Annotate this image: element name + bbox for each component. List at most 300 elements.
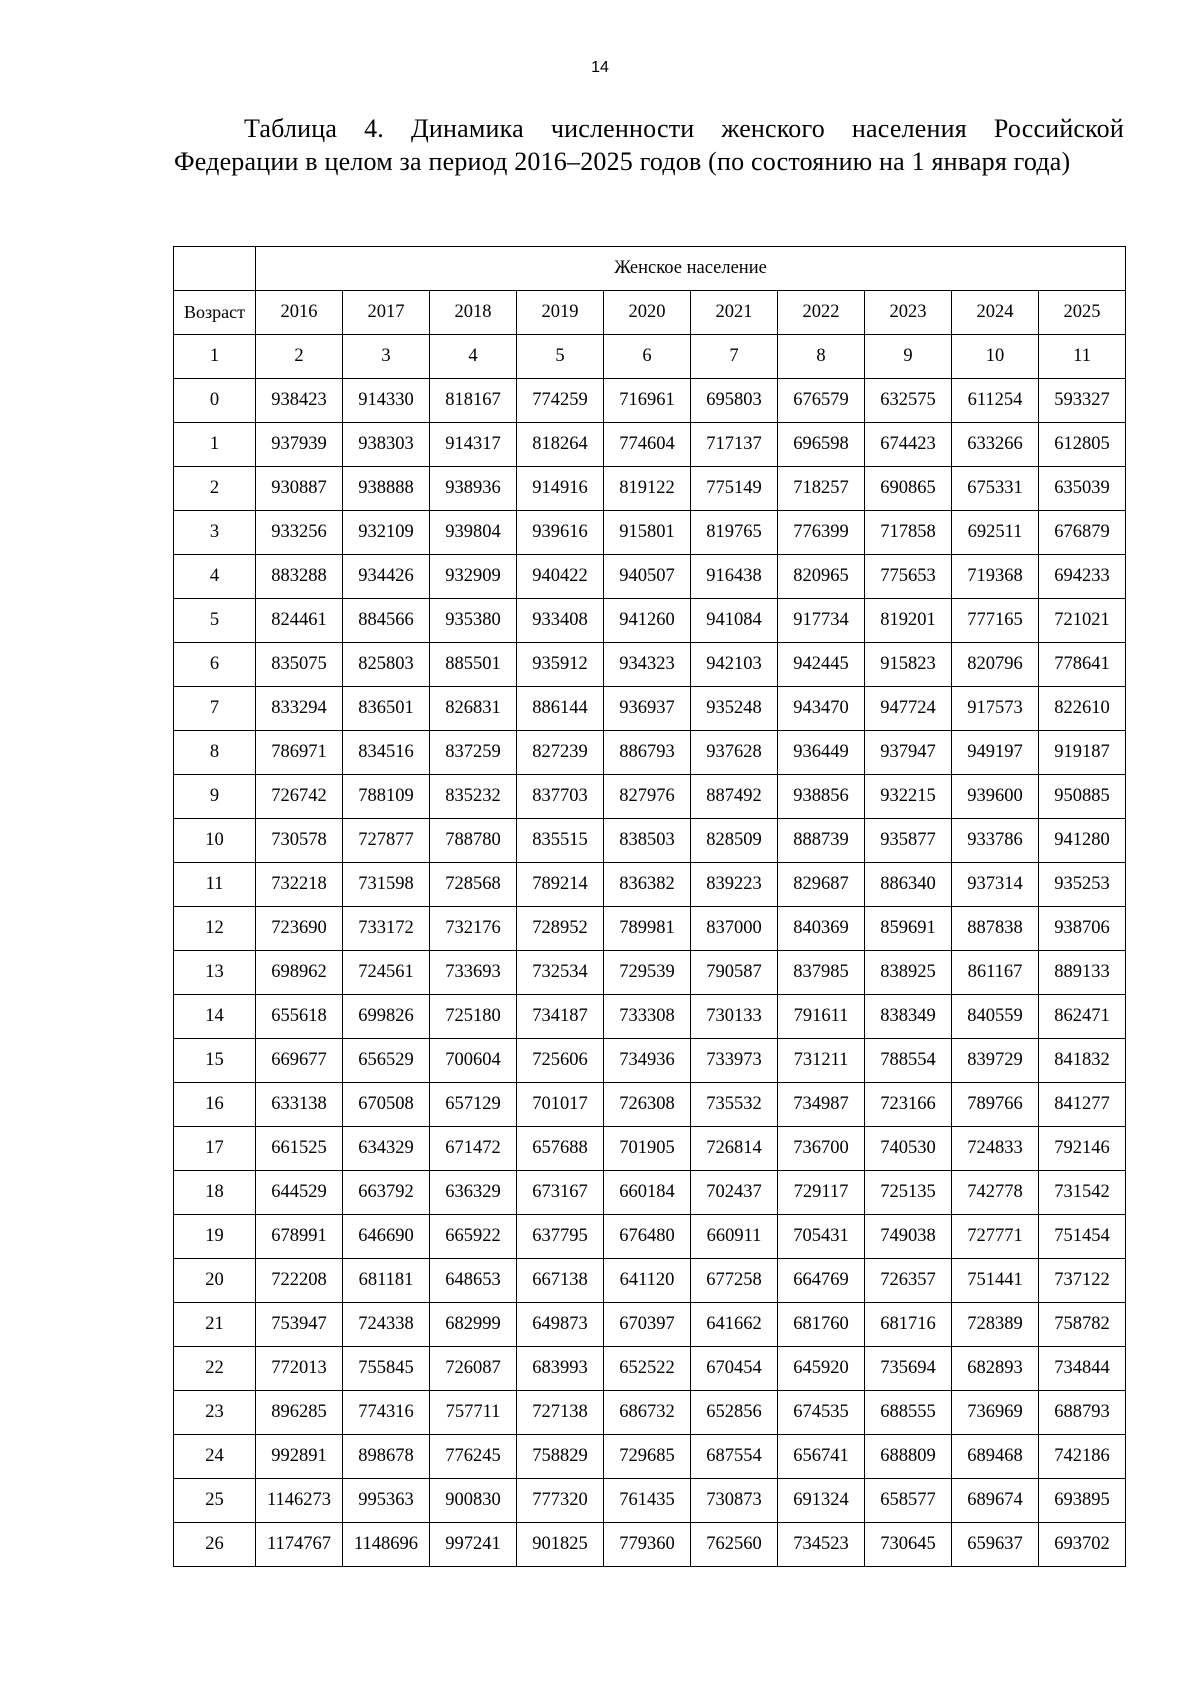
value-cell: 693702: [1039, 1523, 1126, 1567]
table-row: [174, 1259, 1126, 1303]
table-row: [174, 511, 1126, 555]
value-cell: 674535: [778, 1391, 865, 1435]
value-cell: 726357: [865, 1259, 952, 1303]
value-cell: 827239: [517, 731, 604, 775]
year-header: 2018: [430, 291, 517, 335]
value-cell: 933256: [256, 511, 343, 555]
value-cell: 731211: [778, 1039, 865, 1083]
value-cell: 937628: [691, 731, 778, 775]
value-cell: 820796: [952, 643, 1039, 687]
value-cell: 735532: [691, 1083, 778, 1127]
age-cell: 10: [174, 819, 256, 863]
value-cell: 838349: [865, 995, 952, 1039]
value-cell: 788780: [430, 819, 517, 863]
value-cell: 646690: [343, 1215, 430, 1259]
value-cell: 716961: [604, 379, 691, 423]
value-cell: 789766: [952, 1083, 1039, 1127]
value-cell: 753947: [256, 1303, 343, 1347]
value-cell: 775149: [691, 467, 778, 511]
value-cell: 861167: [952, 951, 1039, 995]
value-cell: 641120: [604, 1259, 691, 1303]
age-cell: 1: [174, 423, 256, 467]
value-cell: 933408: [517, 599, 604, 643]
value-cell: 933786: [952, 819, 1039, 863]
value-cell: 819201: [865, 599, 952, 643]
value-cell: 726742: [256, 775, 343, 819]
value-cell: 941260: [604, 599, 691, 643]
table-row: [174, 467, 1126, 511]
value-cell: 742778: [952, 1171, 1039, 1215]
value-cell: 940422: [517, 555, 604, 599]
value-cell: 936937: [604, 687, 691, 731]
age-cell: 7: [174, 687, 256, 731]
value-cell: 726087: [430, 1347, 517, 1391]
value-cell: 914330: [343, 379, 430, 423]
age-cell: 4: [174, 555, 256, 599]
value-cell: 688809: [865, 1435, 952, 1479]
value-cell: 701017: [517, 1083, 604, 1127]
value-cell: 657688: [517, 1127, 604, 1171]
value-cell: 721021: [1039, 599, 1126, 643]
value-cell: 777320: [517, 1479, 604, 1523]
value-cell: 656741: [778, 1435, 865, 1479]
value-cell: 900830: [430, 1479, 517, 1523]
value-cell: 777165: [952, 599, 1039, 643]
value-cell: 839729: [952, 1039, 1039, 1083]
value-cell: 883288: [256, 555, 343, 599]
table-row: [174, 907, 1126, 951]
value-cell: 950885: [1039, 775, 1126, 819]
value-cell: 779360: [604, 1523, 691, 1567]
value-cell: 886340: [865, 863, 952, 907]
value-cell: 774259: [517, 379, 604, 423]
value-cell: 790587: [691, 951, 778, 995]
value-cell: 896285: [256, 1391, 343, 1435]
value-cell: 837259: [430, 731, 517, 775]
value-cell: 732534: [517, 951, 604, 995]
value-cell: 943470: [778, 687, 865, 731]
age-cell: 12: [174, 907, 256, 951]
value-cell: 939600: [952, 775, 1039, 819]
value-cell: 819765: [691, 511, 778, 555]
value-cell: 997241: [430, 1523, 517, 1567]
table-row: [174, 951, 1126, 995]
value-cell: 730873: [691, 1479, 778, 1523]
year-header: 2017: [343, 291, 430, 335]
value-cell: 656529: [343, 1039, 430, 1083]
table-row: [174, 995, 1126, 1039]
value-cell: 729539: [604, 951, 691, 995]
value-cell: 740530: [865, 1127, 952, 1171]
age-cell: 13: [174, 951, 256, 995]
value-cell: 723690: [256, 907, 343, 951]
age-cell: 23: [174, 1391, 256, 1435]
table-row: [174, 379, 1126, 423]
value-cell: 728568: [430, 863, 517, 907]
value-cell: 761435: [604, 1479, 691, 1523]
table-row: [174, 1479, 1126, 1523]
value-cell: 837985: [778, 951, 865, 995]
value-cell: 934323: [604, 643, 691, 687]
value-cell: 837000: [691, 907, 778, 951]
age-cell: 15: [174, 1039, 256, 1083]
value-cell: 698962: [256, 951, 343, 995]
value-cell: 886793: [604, 731, 691, 775]
value-cell: 914317: [430, 423, 517, 467]
value-cell: 834516: [343, 731, 430, 775]
value-cell: 682999: [430, 1303, 517, 1347]
value-cell: 688555: [865, 1391, 952, 1435]
column-number-cell: 3: [343, 335, 430, 379]
age-cell: 6: [174, 643, 256, 687]
value-cell: 762560: [691, 1523, 778, 1567]
value-cell: 731598: [343, 863, 430, 907]
year-header: 2025: [1039, 291, 1126, 335]
value-cell: 938423: [256, 379, 343, 423]
value-cell: 670508: [343, 1083, 430, 1127]
value-cell: 657129: [430, 1083, 517, 1127]
value-cell: 705431: [778, 1215, 865, 1259]
value-cell: 674423: [865, 423, 952, 467]
value-cell: 776245: [430, 1435, 517, 1479]
value-cell: 755845: [343, 1347, 430, 1391]
value-cell: 937314: [952, 863, 1039, 907]
value-cell: 593327: [1039, 379, 1126, 423]
value-cell: 635039: [1039, 467, 1126, 511]
value-cell: 700604: [430, 1039, 517, 1083]
value-cell: 682893: [952, 1347, 1039, 1391]
value-cell: 841832: [1039, 1039, 1126, 1083]
value-cell: 835232: [430, 775, 517, 819]
value-cell: 789981: [604, 907, 691, 951]
page-number: 14: [591, 59, 609, 76]
value-cell: 941084: [691, 599, 778, 643]
value-cell: 935253: [1039, 863, 1126, 907]
table-row: [174, 863, 1126, 907]
age-cell: 22: [174, 1347, 256, 1391]
value-cell: 859691: [865, 907, 952, 951]
table-row: [174, 1523, 1126, 1567]
value-cell: 695803: [691, 379, 778, 423]
age-cell: 11: [174, 863, 256, 907]
value-cell: 938706: [1039, 907, 1126, 951]
value-cell: 645920: [778, 1347, 865, 1391]
value-cell: 727877: [343, 819, 430, 863]
value-cell: 736700: [778, 1127, 865, 1171]
age-cell: 3: [174, 511, 256, 555]
value-cell: 660184: [604, 1171, 691, 1215]
table-row: [174, 423, 1126, 467]
value-cell: 935912: [517, 643, 604, 687]
female-population-table: [173, 246, 1126, 1567]
age-cell: 16: [174, 1083, 256, 1127]
value-cell: 930887: [256, 467, 343, 511]
value-cell: 829687: [778, 863, 865, 907]
value-cell: 636329: [430, 1171, 517, 1215]
age-cell: 25: [174, 1479, 256, 1523]
value-cell: 688793: [1039, 1391, 1126, 1435]
value-cell: 837703: [517, 775, 604, 819]
value-cell: 660911: [691, 1215, 778, 1259]
column-number-cell: 6: [604, 335, 691, 379]
column-number-cell: 5: [517, 335, 604, 379]
value-cell: 936449: [778, 731, 865, 775]
value-cell: 786971: [256, 731, 343, 775]
value-cell: 690865: [865, 467, 952, 511]
value-cell: 734523: [778, 1523, 865, 1567]
value-cell: 673167: [517, 1171, 604, 1215]
value-cell: 932215: [865, 775, 952, 819]
value-cell: 932909: [430, 555, 517, 599]
age-cell: 9: [174, 775, 256, 819]
value-cell: 949197: [952, 731, 1039, 775]
value-cell: 833294: [256, 687, 343, 731]
value-cell: 648653: [430, 1259, 517, 1303]
value-cell: 884566: [343, 599, 430, 643]
value-cell: 694233: [1039, 555, 1126, 599]
year-header: 2021: [691, 291, 778, 335]
value-cell: 661525: [256, 1127, 343, 1171]
year-header: 2022: [778, 291, 865, 335]
value-cell: 839223: [691, 863, 778, 907]
group-header-row: [174, 247, 1126, 291]
value-cell: 719368: [952, 555, 1039, 599]
value-cell: 735694: [865, 1347, 952, 1391]
value-cell: 775653: [865, 555, 952, 599]
value-cell: 633266: [952, 423, 1039, 467]
value-cell: 733308: [604, 995, 691, 1039]
table-row: [174, 1215, 1126, 1259]
value-cell: 992891: [256, 1435, 343, 1479]
value-cell: 947724: [865, 687, 952, 731]
value-cell: 665922: [430, 1215, 517, 1259]
value-cell: 681716: [865, 1303, 952, 1347]
value-cell: 917573: [952, 687, 1039, 731]
column-number-cell: 11: [1039, 335, 1126, 379]
value-cell: 840559: [952, 995, 1039, 1039]
value-cell: 667138: [517, 1259, 604, 1303]
value-cell: 727771: [952, 1215, 1039, 1259]
value-cell: 901825: [517, 1523, 604, 1567]
value-cell: 729685: [604, 1435, 691, 1479]
value-cell: 669677: [256, 1039, 343, 1083]
value-cell: 689468: [952, 1435, 1039, 1479]
age-cell: 24: [174, 1435, 256, 1479]
table-row: [174, 687, 1126, 731]
value-cell: 934426: [343, 555, 430, 599]
value-cell: 841277: [1039, 1083, 1126, 1127]
age-cell: 26: [174, 1523, 256, 1567]
value-cell: 758829: [517, 1435, 604, 1479]
value-cell: 916438: [691, 555, 778, 599]
value-cell: 726308: [604, 1083, 691, 1127]
table-row: [174, 731, 1126, 775]
value-cell: 885501: [430, 643, 517, 687]
value-cell: 730578: [256, 819, 343, 863]
value-cell: 887492: [691, 775, 778, 819]
value-cell: 611254: [952, 379, 1039, 423]
value-cell: 670454: [691, 1347, 778, 1391]
value-cell: 734844: [1039, 1347, 1126, 1391]
value-cell: 935248: [691, 687, 778, 731]
age-cell: 8: [174, 731, 256, 775]
value-cell: 692511: [952, 511, 1039, 555]
value-cell: 702437: [691, 1171, 778, 1215]
value-cell: 938303: [343, 423, 430, 467]
value-cell: 772013: [256, 1347, 343, 1391]
value-cell: 942445: [778, 643, 865, 687]
column-number-cell: 2: [256, 335, 343, 379]
value-cell: 641662: [691, 1303, 778, 1347]
value-cell: 818167: [430, 379, 517, 423]
value-cell: 751441: [952, 1259, 1039, 1303]
value-cell: 681181: [343, 1259, 430, 1303]
value-cell: 792146: [1039, 1127, 1126, 1171]
value-cell: 836501: [343, 687, 430, 731]
value-cell: 634329: [343, 1127, 430, 1171]
value-cell: 687554: [691, 1435, 778, 1479]
value-cell: 889133: [1039, 951, 1126, 995]
value-cell: 725180: [430, 995, 517, 1039]
value-cell: 827976: [604, 775, 691, 819]
value-cell: 732218: [256, 863, 343, 907]
value-cell: 737122: [1039, 1259, 1126, 1303]
value-cell: 730133: [691, 995, 778, 1039]
value-cell: 937939: [256, 423, 343, 467]
value-cell: 836382: [604, 863, 691, 907]
value-cell: 938856: [778, 775, 865, 819]
age-cell: 21: [174, 1303, 256, 1347]
column-number-cell: 7: [691, 335, 778, 379]
value-cell: 633138: [256, 1083, 343, 1127]
value-cell: 671472: [430, 1127, 517, 1171]
value-cell: 822610: [1039, 687, 1126, 731]
value-cell: 717858: [865, 511, 952, 555]
value-cell: 935380: [430, 599, 517, 643]
value-cell: 655618: [256, 995, 343, 1039]
value-cell: 788554: [865, 1039, 952, 1083]
value-cell: 728389: [952, 1303, 1039, 1347]
value-cell: 774316: [343, 1391, 430, 1435]
value-cell: 659637: [952, 1523, 1039, 1567]
value-cell: 751454: [1039, 1215, 1126, 1259]
value-cell: 939616: [517, 511, 604, 555]
value-cell: 670397: [604, 1303, 691, 1347]
value-cell: 676879: [1039, 511, 1126, 555]
value-cell: 632575: [865, 379, 952, 423]
value-cell: 825803: [343, 643, 430, 687]
value-cell: 718257: [778, 467, 865, 511]
value-cell: 935877: [865, 819, 952, 863]
column-number-cell: 4: [430, 335, 517, 379]
value-cell: 612805: [1039, 423, 1126, 467]
value-cell: 691324: [778, 1479, 865, 1523]
age-cell: 17: [174, 1127, 256, 1171]
year-header-row: [174, 291, 1126, 335]
group-header: Женское население: [256, 247, 1126, 291]
value-cell: 734936: [604, 1039, 691, 1083]
table-row: [174, 1347, 1126, 1391]
value-cell: 1146273: [256, 1479, 343, 1523]
value-cell: 789214: [517, 863, 604, 907]
value-cell: 683993: [517, 1347, 604, 1391]
value-cell: 937947: [865, 731, 952, 775]
value-cell: 689674: [952, 1479, 1039, 1523]
value-cell: 724338: [343, 1303, 430, 1347]
value-cell: 649873: [517, 1303, 604, 1347]
value-cell: 820965: [778, 555, 865, 599]
value-cell: 828509: [691, 819, 778, 863]
value-cell: 675331: [952, 467, 1039, 511]
value-cell: 835075: [256, 643, 343, 687]
column-number-cell: 8: [778, 335, 865, 379]
value-cell: 681760: [778, 1303, 865, 1347]
value-cell: 758782: [1039, 1303, 1126, 1347]
age-cell: 2: [174, 467, 256, 511]
year-header: 2020: [604, 291, 691, 335]
table-row: [174, 1083, 1126, 1127]
value-cell: 939804: [430, 511, 517, 555]
value-cell: 676480: [604, 1215, 691, 1259]
value-cell: 733973: [691, 1039, 778, 1083]
value-cell: 725135: [865, 1171, 952, 1215]
value-cell: 652856: [691, 1391, 778, 1435]
value-cell: 733172: [343, 907, 430, 951]
table-row: [174, 1435, 1126, 1479]
value-cell: 644529: [256, 1171, 343, 1215]
age-column-header: Возраст: [174, 291, 256, 335]
value-cell: 696598: [778, 423, 865, 467]
value-cell: 728952: [517, 907, 604, 951]
value-cell: 824461: [256, 599, 343, 643]
value-cell: 919187: [1039, 731, 1126, 775]
value-cell: 724833: [952, 1127, 1039, 1171]
value-cell: 862471: [1039, 995, 1126, 1039]
value-cell: 677258: [691, 1259, 778, 1303]
value-cell: 840369: [778, 907, 865, 951]
table-row: [174, 1127, 1126, 1171]
value-cell: 941280: [1039, 819, 1126, 863]
table-row: [174, 599, 1126, 643]
value-cell: 776399: [778, 511, 865, 555]
value-cell: 686732: [604, 1391, 691, 1435]
value-cell: 678991: [256, 1215, 343, 1259]
value-cell: 723166: [865, 1083, 952, 1127]
value-cell: 734987: [778, 1083, 865, 1127]
value-cell: 888739: [778, 819, 865, 863]
value-cell: 727138: [517, 1391, 604, 1435]
value-cell: 887838: [952, 907, 1039, 951]
value-cell: 699826: [343, 995, 430, 1039]
value-cell: 826831: [430, 687, 517, 731]
value-cell: 722208: [256, 1259, 343, 1303]
table-row: [174, 1171, 1126, 1215]
table-row: [174, 775, 1126, 819]
age-cell: 14: [174, 995, 256, 1039]
value-cell: 835515: [517, 819, 604, 863]
value-cell: 652522: [604, 1347, 691, 1391]
age-cell: 5: [174, 599, 256, 643]
value-cell: 724561: [343, 951, 430, 995]
value-cell: 940507: [604, 555, 691, 599]
value-cell: 725606: [517, 1039, 604, 1083]
column-number-cell: 9: [865, 335, 952, 379]
value-cell: 917734: [778, 599, 865, 643]
age-cell: 18: [174, 1171, 256, 1215]
value-cell: 1174767: [256, 1523, 343, 1567]
value-cell: 749038: [865, 1215, 952, 1259]
value-cell: 734187: [517, 995, 604, 1039]
